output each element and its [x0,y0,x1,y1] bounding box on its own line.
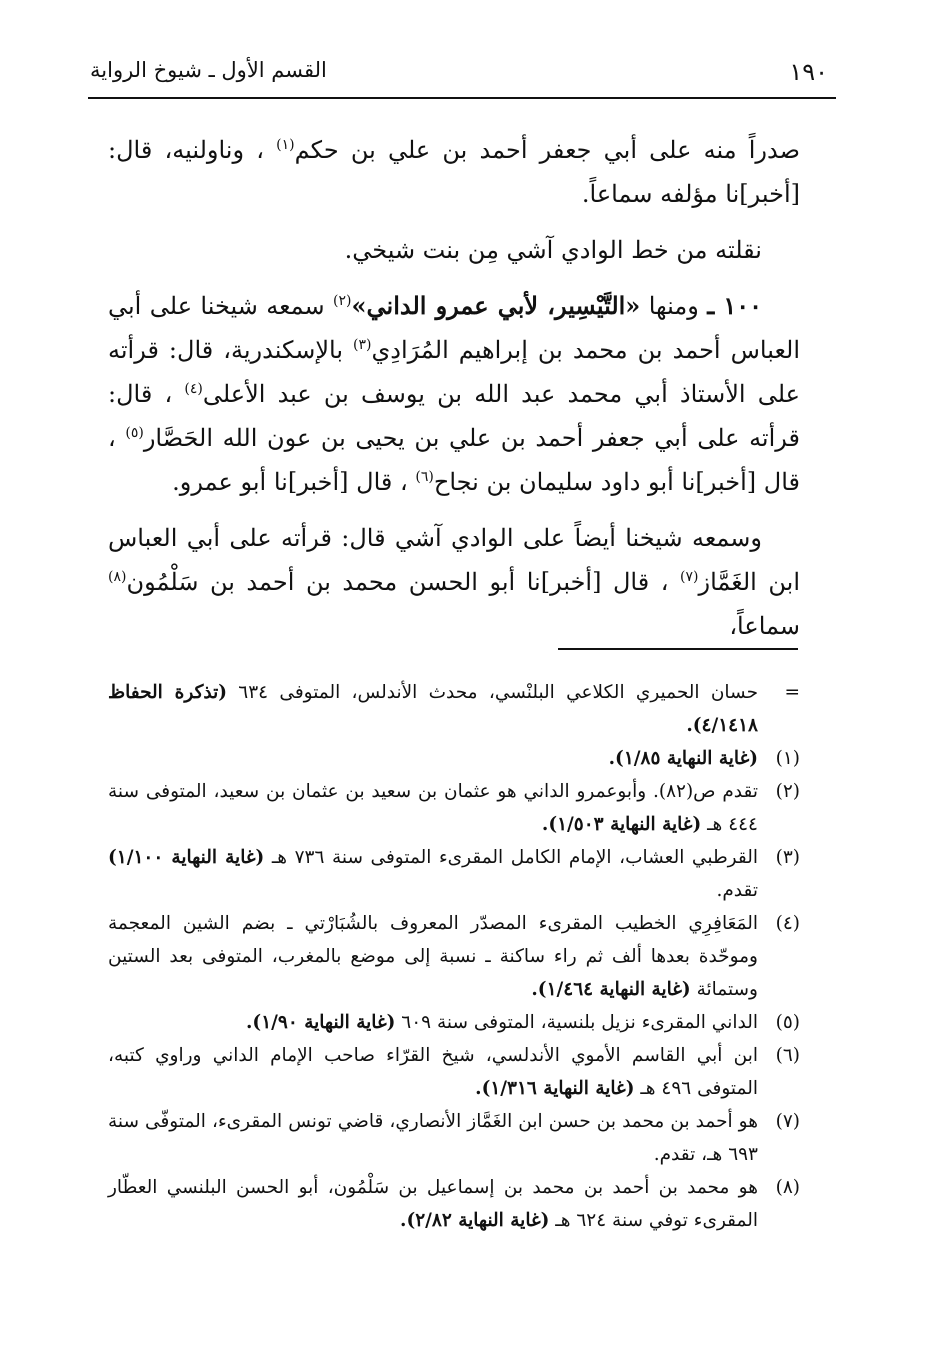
paragraph-text: ، وناولنيه، قال: [أخبر]نا مؤلفه سماعاً. [108,136,800,208]
footnote [108,742,800,775]
footnote-marker: (٥) [775,1012,800,1033]
footnote-body: ابن أبي القاسم الأموي الأندلسي، شيخ القرّاء صاحب الإمام الداني وراوي كتبه، المتوفى ٤٩٦ هـ [108,1045,758,1099]
footnote-marker: (١) [775,748,800,769]
footnote-body: حسان الحميري الكلاعي البلنْسي، محدث الأندلس، المتوفى ٦٣٤ [238,682,758,703]
footnote-citation: (غاية النهاية ١/١٠٠) [108,847,265,868]
footnote-text [108,841,758,907]
footnote-marker: (٤) [775,913,800,934]
running-title: القسم الأول ـ شيوخ الرواية [90,58,327,82]
page-header [90,58,828,98]
paragraph-text: بالإسكندرية، قال: قرأته على الأستاذ أبي محمد عبد الله بن يوسف بن عبد الأعلى [108,336,800,408]
footnote-text [108,742,758,775]
footnote-marker: (٧) [775,1111,800,1132]
footnote-text [108,1171,758,1237]
footnote-body: القرطبي العشاب، الإمام الكامل المقرىء المتوفى سنة ٧٣٦ هـ [271,847,759,868]
footnote-ref: (٦) [415,469,434,485]
footnote-body: هو أحمد بن محمد بن حسن ابن الغَمَّاز الأنصاري، قاضي تونس المقرىء، المتوفّى سنة ٦٩٣ هـ، تقدم. [108,1111,758,1165]
paragraph-4 [108,516,800,648]
footnote-body: المَعَافِرِي الخطيب المقرىء المصدّر المعروف بالشُبَارْتي ـ بضم الشين المعجمة وموحّدة بعدها ألف ثم راء ساكنة ـ نسبة إلى موضع بالمغرب، المتوفى بعد الستين وستمائة [108,913,758,1000]
paragraph-3 [108,284,800,504]
footnote [108,841,800,907]
footnote [108,676,800,742]
footnote-ref: (٥) [125,425,144,441]
footnote-citation: (غاية النهاية ٢/٨٢). [400,1210,550,1231]
paragraph-text: وسمعه شيخنا أيضاً على الوادي آشي قال: قرأته على أبي العباس ابن الغَمَّاز [108,524,800,596]
main-text [108,128,800,648]
footnote-text [108,1006,758,1039]
footnote [108,1006,800,1039]
header-rule [88,97,836,99]
footnote-ref: (١) [276,137,295,153]
entry-number: ١٠٠ ـ [707,291,763,320]
footnote-body: الداني المقرىء نزيل بلنسية، المتوفى سنة ٦٠٩ [401,1012,758,1033]
footnote [108,775,800,841]
paragraph-text: سمعه شيخنا على أبي العباس أحمد بن محمد بن إبراهيم المُرَادِي [108,292,800,364]
footnote-citation: (غاية النهاية ١/٩٠). [245,1012,396,1033]
footnote-ref: (٧) [680,569,699,585]
paragraph-text: نقلته من خط الوادي آشي مِن بنت شيخي. [344,236,762,264]
footnote-citation: (تذكرة الحفاظ ٤/١٤١٨). [108,682,758,736]
footnote [108,1105,800,1171]
footnote-ref: (٨) [108,569,127,585]
footnote-citation: (غاية النهاية ١/٥٠٣). [541,814,702,835]
paragraph-text: ، قال [أخبر]نا أبو الحسن محمد بن أحمد بن سَلْمُون [126,568,669,596]
footnote-text [108,907,758,1006]
footnote-text [108,1039,758,1105]
footnote [108,907,800,1006]
footnote-citation: (غاية النهاية ١/٨٥). [608,748,758,769]
footnotes [108,676,800,1237]
footnote-text [108,1105,758,1171]
footnote-marker: (٢) [775,781,800,802]
footnote-text [108,676,758,742]
paragraph-text: سماعاً، [729,612,800,640]
footnote-separator [558,648,798,650]
footnote-ref: (٤) [184,381,203,397]
footnote-marker: (٨) [775,1177,800,1198]
paragraph-text: ، قال [أخبر]نا أبو داود سليمان بن نجاح [108,424,800,496]
footnote-marker: (٦) [775,1045,800,1066]
paragraph-text: صدراً منه على أبي جعفر أحمد بن علي بن حكم [294,136,800,164]
footnote [108,1039,800,1105]
footnote-marker: (٣) [775,847,800,868]
book-title: «التَّيْسِير، لأبي عمرو الداني» [351,291,641,320]
footnote-citation: (غاية النهاية ١/٤٦٤). [531,979,691,1000]
footnote-text [108,775,758,841]
paragraph-2 [108,228,800,272]
footnote-ref: (٣) [353,337,372,353]
paragraph-1 [108,128,800,216]
footnote-ref: (٢) [333,293,352,309]
footnote [108,1171,800,1237]
footnote-body: هو محمد بن أحمد بن محمد بن إسماعيل بن سَلْمُون، أبو الحسن البلنسي العطّار المقرىء توفي سنة ٦٢٤ هـ [108,1177,758,1231]
page-number: ١٩٠ [789,58,828,86]
footnote-after: تقدم. [716,880,758,901]
footnote-body: تقدم ص(٨٢). وأبوعمرو الداني هو عثمان بن سعيد بن عثمان بن سعيد، المتوفى سنة ٤٤٤ هـ [108,781,759,835]
footnote-marker: = [784,682,800,703]
footnote-citation: (غاية النهاية ١/٣١٦). [475,1078,635,1099]
paragraph-text: ، قال: قرأته على أبي جعفر أحمد بن علي بن يحيى بن عون الله الحَصَّار [108,380,800,452]
paragraph-text: ومنها [648,292,699,320]
paragraph-text: ، قال [أخبر]نا أبو عمرو. [172,468,408,496]
